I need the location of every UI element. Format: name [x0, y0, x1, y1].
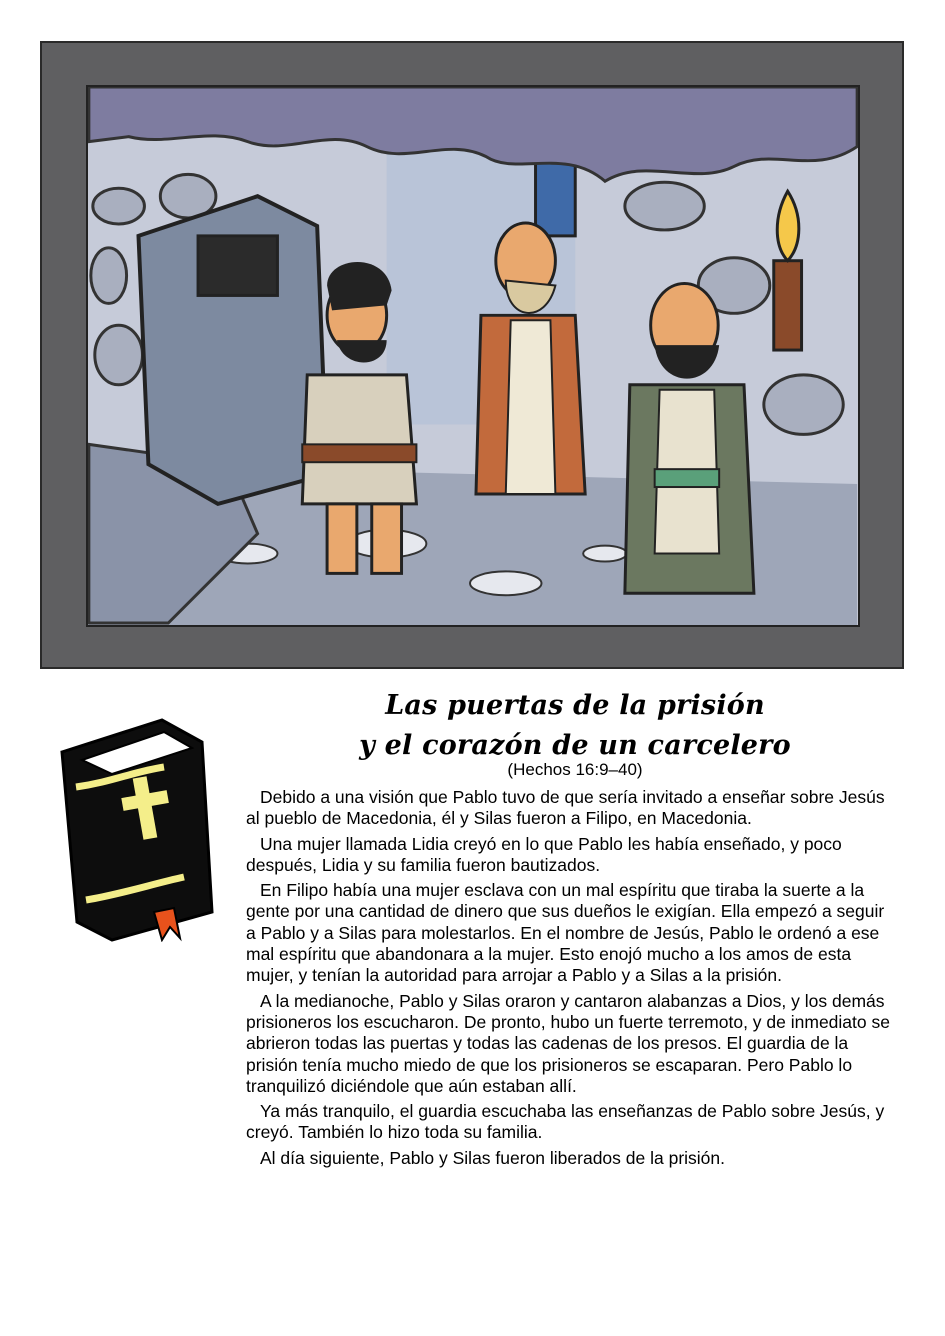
- paragraph: En Filipo había una mujer esclava con un mal espíritu que tiraba la suerte a la gente por una cantidad de dinero que sus dueños le exigían. Ella empezó a seguir a Pablo y a Silas para molestarlos. En el nombre de Jesús, Pablo le ordenó a ese mal espíritu que abandonara a la mujer. Esto enojó mucho a los amos de esta mujer, y tenían la autoridad para arrojar a Pablo y a Silas a la prisión.: [246, 880, 885, 986]
- paragraph: Debido a una visión que Pablo tuvo de que sería invitado a enseñar sobre Jesús al pueblo de Macedonia, él y Silas fueron a Filipo, en Macedonia.: [246, 787, 885, 829]
- illustration-frame: [40, 41, 904, 669]
- story-text: [246, 787, 896, 1173]
- scripture-reference: (Hechos 16:9–40): [507, 760, 643, 779]
- page-title: [245, 686, 905, 766]
- paragraph: Ya más tranquilo, el guardia escuchaba las enseñanzas de Pablo sobre Jesús, y creyó. También lo hizo toda su familia.: [246, 1101, 885, 1143]
- paragraph: A la medianoche, Pablo y Silas oraron y cantaron alabanzas a Dios, y los demás prisioneros los escucharon. De pronto, hubo un fuerte terremoto, y de inmediato se abrieron todas las puertas y todas las cadenas de los presos. El guardia de la prisión tenía mucho miedo de que los prisioneros se escaparan. Pero Pablo lo tranquilizó diciéndole que aún estaban allí.: [246, 990, 890, 1096]
- bible-icon: [52, 712, 227, 942]
- prison-scene-illustration: [86, 85, 860, 627]
- paragraph: Al día siguiente, Pablo y Silas fueron liberados de la prisión.: [260, 1147, 725, 1168]
- paragraph: Una mujer llamada Lidia creyó en lo que Pablo les había enseñado, y poco después, Lidia y su familia fueron bautizados.: [246, 833, 842, 875]
- title-line-2: y el corazón de un carcelero: [359, 730, 791, 761]
- prison-scene-drawing: [88, 87, 858, 625]
- title-line-1: Las puertas de la prisión: [385, 690, 765, 721]
